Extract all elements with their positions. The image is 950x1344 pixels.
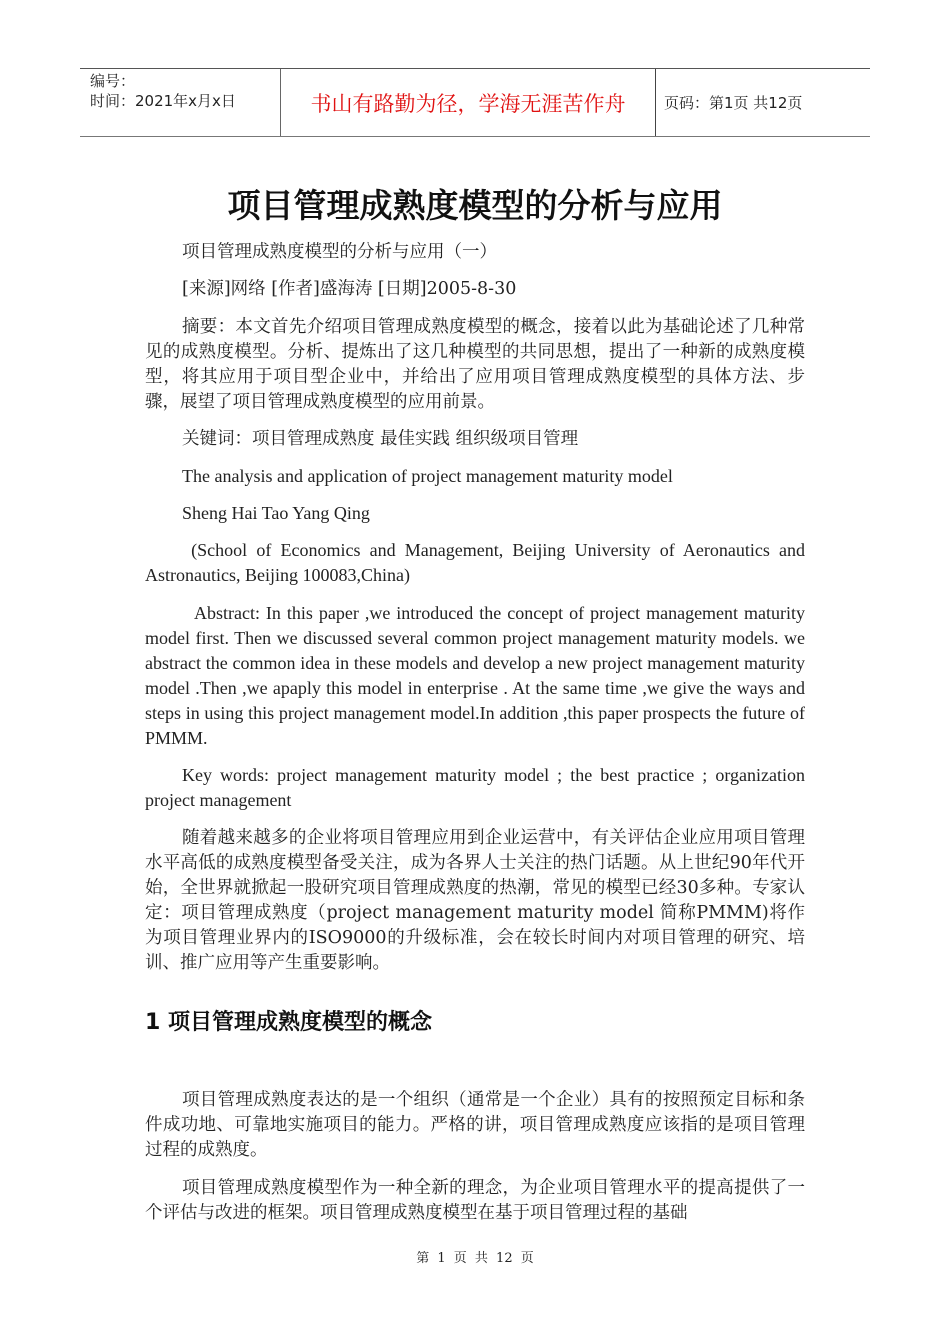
section-paragraph: 项目管理成熟度模型作为一种全新的理念，为企业项目管理水平的提高提供了一个评估与改进的框架。项目管理成熟度模型在基于项目管理过程的基础 bbox=[145, 1178, 805, 1223]
source-line: [来源]网络 [作者]盛海涛 [日期]2005-8-30 bbox=[182, 279, 517, 299]
number-label: 编号： bbox=[90, 72, 136, 90]
english-title: The analysis and application of project management maturity model bbox=[182, 466, 673, 486]
keywords-en: Key words: project management maturity model ; the best practice ; organization project management bbox=[145, 765, 805, 810]
header-meta bbox=[80, 69, 280, 136]
date-line: 时间：2021年x月x日 bbox=[90, 92, 236, 110]
subtitle: 项目管理成熟度模型的分析与应用（一） bbox=[182, 242, 497, 262]
intro-paragraph: 随着越来越多的企业将项目管理应用到企业运营中，有关评估企业应用项目管理水平高低的成熟度模型备受关注，成为各界人士关注的热门话题。从上世纪90年代开始，全世界就掀起一股研究项目管理成熟度的热潮，常见的模型已经30多种。专家认定：项目管理成熟度（project management maturity model 简称PMMM)将作为项目管理业界内的ISO9000的升级标准，会在较长时间内对项目管理的研究、培训、推广应用等产生重要影响。 bbox=[145, 828, 805, 973]
keywords-cn: 关键词：项目管理成熟度 最佳实践 组织级项目管理 bbox=[182, 429, 579, 449]
document-title: 项目管理成熟度模型的分析与应用 bbox=[227, 186, 723, 225]
abstract-en: Abstract: In this paper ,we introduced the concept of project management maturity model first. Then we discussed several common project management maturity models. we abstract the common idea in these models and develop a new project management maturity model .Then ,we apaply this model in enterprise . At the same time ,we give the ways and steps in using this project management model.In addition ,this paper prospects the future of PMMM. bbox=[145, 603, 810, 748]
header-table bbox=[80, 68, 870, 137]
section-paragraph: 项目管理成熟度表达的是一个组织（通常是一个企业）具有的按照预定目标和条件成功地、可靠地实施项目的能力。严格的讲，项目管理成熟度应该指的是项目管理过程的成熟度。 bbox=[145, 1090, 805, 1160]
header-motto: 书山有路勤为径，学海无涯苦作舟 bbox=[280, 69, 656, 136]
abstract-cn: 摘要：本文首先介绍项目管理成熟度模型的概念，接着以此为基础论述了几种常见的成熟度模型。分析、提炼出了这几种模型的共同思想，提出了一种新的成熟度模型，将其应用于项目型企业中，并给出了应用项目管理成熟度模型的具体方法、步骤，展望了项目管理成熟度模型的应用前景。 bbox=[145, 317, 805, 412]
section-heading: 1 项目管理成熟度模型的概念 bbox=[145, 1010, 432, 1035]
page-footer: 第 1 页 共 12 页 bbox=[416, 1251, 534, 1266]
affiliation: (School of Economics and Management, Beijing University of Aeronautics and Astronautics, Beijing 100083,China) bbox=[145, 540, 809, 585]
authors: Sheng Hai Tao Yang Qing bbox=[182, 503, 370, 523]
header-page-info: 页码：第1页 共12页 bbox=[664, 94, 803, 112]
